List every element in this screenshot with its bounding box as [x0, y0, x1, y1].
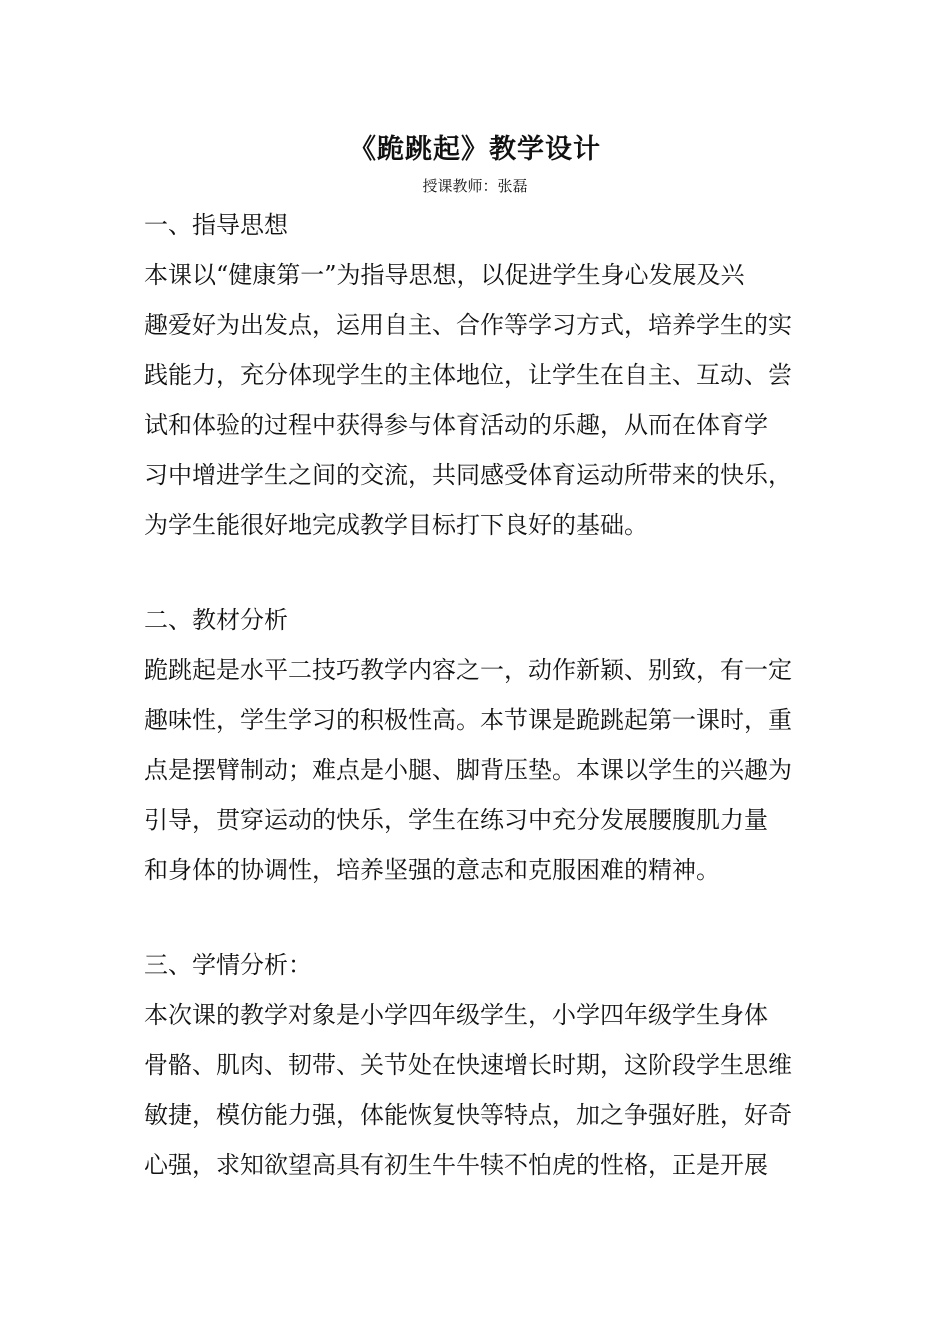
paragraph-line: 试和体验的过程中获得参与体育活动的乐趣，从而在体育学 — [144, 411, 768, 439]
paragraph-line: 骨骼、肌肉、韧带、关节处在快速增长时期，这阶段学生思维 — [144, 1051, 792, 1079]
section-guiding-ideology — [144, 200, 824, 550]
paragraph-line: 习中增进学生之间的交流，共同感受体育运动所带来的快乐， — [144, 461, 792, 489]
paragraph-line: 引导，贯穿运动的快乐，学生在练习中充分发展腰腹肌力量 — [144, 806, 768, 834]
document-author: 授课教师：张磊 — [422, 177, 528, 195]
section-heading: 二、教材分析 — [144, 606, 288, 634]
paragraph-line: 践能力，充分体现学生的主体地位，让学生在自主、互动、尝 — [144, 361, 792, 389]
paragraph-line: 本次课的教学对象是小学四年级学生，小学四年级学生身体 — [144, 1001, 768, 1029]
section-heading: 一、指导思想 — [144, 211, 288, 239]
paragraph-line: 为学生能很好地完成教学目标打下良好的基础。 — [144, 511, 648, 539]
paragraph-line: 趣爱好为出发点，运用自主、合作等学习方式，培养学生的实 — [144, 311, 792, 339]
paragraph-line: 心强，求知欲望高具有初生牛牛犊不怕虎的性格，正是开展 — [144, 1151, 768, 1179]
paragraph-line: 敏捷，模仿能力强，体能恢复快等特点，加之争强好胜，好奇 — [144, 1101, 792, 1129]
section-learner-analysis — [144, 940, 824, 1190]
section-material-analysis — [144, 595, 824, 895]
paragraph-line: 本课以“健康第一”为指导思想，以促进学生身心发展及兴 — [144, 261, 745, 289]
section-heading: 三、学情分析： — [144, 951, 312, 979]
paragraph-line: 趣味性，学生学习的积极性高。本节课是跪跳起第一课时，重 — [144, 706, 792, 734]
document-title: 《跪跳起》教学设计 — [349, 134, 601, 165]
paragraph-line: 和身体的协调性，培养坚强的意志和克服困难的精神。 — [144, 856, 720, 884]
paragraph-line: 点是摆臂制动；难点是小腿、脚背压垫。本课以学生的兴趣为 — [144, 756, 792, 784]
paragraph-line: 跪跳起是水平二技巧教学内容之一，动作新颖、别致，有一定 — [144, 656, 792, 684]
